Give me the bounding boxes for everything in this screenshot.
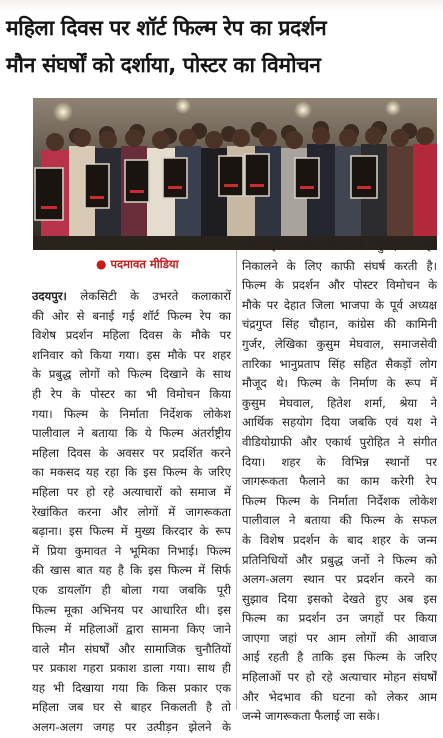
article-line: के विशेष प्रदर्शन के बाद शहर के जन्म	[242, 532, 437, 547]
article-line: फिल्म का प्रदर्शन उन जगहों पर किया	[242, 611, 437, 626]
article-line: फिल्म फिल्म के निर्माता निर्देशक लोकेश	[242, 493, 437, 508]
article-line: एक डायलॉग ही बोला गया जबकि पूरी	[32, 582, 231, 597]
bullet-icon: ●	[96, 257, 107, 271]
article-line: जाएगा जहां पर आम लोगों की आवाज	[242, 630, 437, 645]
article-line: प्रतिनिधियों और प्रबुद्ध जनों ने फिल्म को	[242, 552, 437, 567]
article-line: साथ ही अपने आप को सुरक्षित बाहर	[242, 239, 437, 253]
article-line: गुर्जर, लेखिका कुसुम मेघवाल, समाजसेवी	[242, 336, 437, 351]
article-line: फिल्म मूका अभिनय पर आधारित थी। इस	[32, 602, 231, 617]
article-column-left	[32, 287, 231, 738]
article-line: बढ़ाना। इस फिल्म में मुख्य किरदार के रूप	[32, 524, 231, 539]
article-line: महिला दिवस के अवसर पर प्रदर्शित करने	[32, 445, 231, 460]
article-line: वीडियोग्राफी और एकार्थ पुरोहित ने संगीत	[242, 434, 437, 449]
article-line: वाले मौन संघर्षों और सामाजिक चुनौतियों	[32, 641, 231, 656]
article-line: ही रेप के पोस्टर का भी विमोचन किया	[32, 386, 231, 401]
article-line: पर प्रकाश गहरा प्रकाश डाला गया। साथ ही	[32, 661, 231, 676]
article-line: फिल्म में महिलाओं द्वारा सामना किए जाने	[32, 622, 231, 637]
article-line: के प्रबुद्ध लोगों को फिल्म दिखाने के साथ	[32, 367, 231, 382]
event-photo	[33, 98, 437, 250]
article-line: विशेष प्रदर्शन महिला दिवस के मौके पर	[32, 328, 231, 343]
article-line: आर्थिक सहयोग दिया जबकि एवं यश ने	[242, 415, 437, 430]
article-line: गया। फिल्म के निर्माता निर्देशक लोकेश	[32, 406, 231, 421]
article-line: की खास बात यह है कि इस फिल्म में सिर्फ	[32, 563, 231, 578]
article-line: उदयपुर। लेकसिटी के उभरते कलाकारों	[32, 289, 231, 303]
article-line: निकालने के लिए काफी संघर्ष करती है।	[242, 258, 437, 273]
article-line: दिया। शहर के विभिन्न स्थानों पर	[242, 454, 437, 469]
byline-source: पदमावत मीडिया	[110, 256, 179, 271]
article-column-right	[242, 237, 437, 727]
column-divider	[236, 250, 237, 710]
article-line: तारिका भानुप्रताप सिंह सहित सैकड़ों लोग	[242, 356, 437, 371]
article-line: की ओर से बनाई गई शॉर्ट फिल्म रेप का	[32, 308, 231, 323]
article-line: का मकसद यह रहा कि इस फिल्म के जरिए	[32, 465, 231, 480]
headline	[6, 10, 437, 84]
article-line: पालीवाल ने बताया कि ये फिल्म अंतर्राष्ट्रीय	[32, 426, 231, 441]
article-line: यह भी दिखाया गया कि किस प्रकार एक	[32, 680, 231, 695]
article-line: जन्मे जागरूकता फैलाई जा सके।	[242, 709, 380, 724]
article-line: अलग-अलग जगह पर उत्पीड़न झेलने के	[32, 720, 231, 735]
article-line: पालीवाल ने बताया की फिल्म के सफल	[242, 513, 437, 528]
article-line: आई रहती है ताकि इस फिल्म के जरिए	[242, 650, 437, 665]
headline-line-2: मौन संघर्षों को दर्शाया, पोस्टर का विमोचन	[6, 53, 321, 77]
article-line: शनिवार को किया गया। इस मौके पर शहर	[32, 347, 231, 362]
article-line: महिला जब घर से बाहर निकलती है तो	[32, 700, 231, 715]
article-line: मौके पर देहात जिला भाजपा के पूर्व अध्यक्ष	[242, 297, 437, 312]
article-line: फिल्म के प्रदर्शन और पोस्टर विमोचन के	[242, 278, 437, 293]
article-line: में प्रिया कुमावत ने भूमिका निभाई। फिल्म	[32, 543, 231, 558]
dateline-city: उदयपुर।	[32, 289, 67, 303]
article-line: जागरूकता फैलाने का काम करेगी रेप	[242, 474, 437, 489]
article-line: और भेदभाव की घटना को लेकर आम	[242, 689, 437, 704]
article-line: कुसुम मेघवाल, हितेश शर्मा, श्रेया ने	[242, 395, 437, 410]
article-line: रेखांकित करना और लोगों में जागरूकता	[32, 504, 231, 519]
headline-line-1: महिला दिवस पर शॉर्ट फिल्म रेप का प्रदर्शन	[6, 16, 327, 40]
article-line: महिलाओं पर हो रहे अत्याचार मोहन संघर्षों	[242, 670, 437, 685]
byline	[96, 255, 179, 273]
article-line: मौजूद थे। फिल्म के निर्माण के रूप में	[242, 376, 437, 391]
article-line: सुझाव दिया इसको देखते हुए अब इस	[242, 591, 437, 606]
article-line: अलग-अलग स्थान पर प्रदर्शन करने का	[242, 572, 437, 587]
article-line: महिला पर हो रहे अत्याचारों को समाज में	[32, 484, 231, 499]
article-line: चंद्रगुप्त सिंह चौहान, कांग्रेस की कामिनी	[242, 317, 437, 332]
